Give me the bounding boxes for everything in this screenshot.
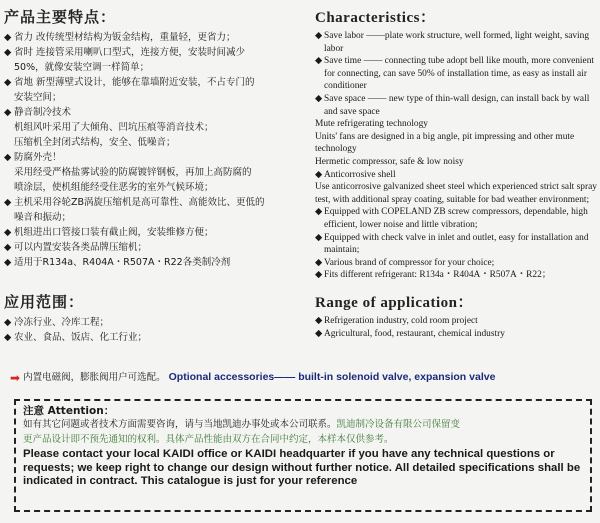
features-cn-section [4, 6, 302, 270]
diamond-bullet-icon: ◆ [4, 227, 12, 238]
diamond-bullet-icon: ◆ [315, 232, 323, 243]
diamond-bullet-icon: ◆ [4, 257, 12, 268]
feature-cn-text: 适用于R134a、R404A・R507A・R22各类制冷剂 [14, 257, 231, 268]
diamond-bullet-icon: ◆ [4, 242, 12, 253]
diamond-bullet-icon: ◆ [4, 107, 12, 118]
feature-en-item [315, 206, 597, 231]
attention-en-text: Please contact your local KAIDI office or KAIDI headquarter if you have any technical questions or requests; we keep right to change our design without further notice. All detailed specifications shall be indicated in contract. This catalogue is just for your reference [23, 448, 581, 488]
feature-cn-line [4, 165, 302, 180]
feature-en-item [315, 169, 597, 182]
feature-en-item [315, 131, 597, 156]
feature-en-text: Various brand of compressor for your choice; [324, 257, 495, 268]
diamond-bullet-icon: ◆ [4, 152, 12, 163]
application-en-list [315, 315, 597, 340]
attention-title: 注意 Attention： [23, 405, 115, 417]
attention-cn-text [23, 418, 583, 447]
feature-cn-text: 省时 连接管采用喇叭口型式，连接方便，安装时间减少 [14, 47, 246, 58]
feature-en-text: Mute refrigerating technology [315, 119, 428, 130]
feature-cn-text: 防腐外壳！ [14, 152, 62, 163]
diamond-bullet-icon: ◆ [4, 332, 12, 343]
application-en-item-text: Agricultural, food, restaurant, chemical industry [324, 328, 505, 339]
feature-en-text: Save time —— connecting tube adopt bell like mouth, more convenient for connecting, can save 50% of installation time, as easy as install air conditioner [324, 56, 594, 92]
diamond-bullet-icon: ◆ [315, 207, 323, 218]
features-en-list [315, 30, 597, 282]
application-en-section [315, 291, 597, 340]
feature-en-text: Units' fans are designed in a big angle, pit impressing and other mute technology [315, 131, 575, 155]
feature-cn-line [4, 150, 302, 165]
optional-en: Optional accessories—— built-in solenoid valve, expansion valve [168, 371, 496, 383]
diamond-bullet-icon: ◆ [315, 169, 323, 180]
feature-en-item [315, 156, 597, 169]
feature-en-item [315, 93, 597, 118]
feature-cn-text: 50%，就像安装空调一样简单； [14, 62, 150, 73]
diamond-bullet-icon: ◆ [4, 197, 12, 208]
feature-cn-text: 静音制冷技术 [14, 107, 72, 118]
feature-cn-text: 省地 新型薄壁式设计，能够在靠墙附近安装，不占专门的 [14, 77, 255, 88]
feature-cn-text: 可以内置安装各类品牌压缩机； [14, 242, 148, 253]
application-cn-title: 应用范围： [4, 293, 85, 311]
feature-en-text: Save labor ——plate work structure, well formed, light weight, saving labor [324, 31, 590, 54]
diamond-bullet-icon: ◆ [315, 31, 323, 41]
attention-cn-rights-2: 更产品设计即不预先通知的权利。具体产品性能由双方在合同中约定，本样本仅供参考。 [23, 433, 394, 445]
feature-cn-line [4, 60, 302, 75]
feature-cn-line [4, 210, 302, 225]
feature-cn-line [4, 135, 302, 150]
feature-cn-line [4, 225, 302, 240]
application-cn-item [4, 330, 302, 345]
application-cn-list [4, 315, 302, 345]
feature-en-text: Anticorrosive shell [324, 169, 396, 180]
feature-cn-line [4, 195, 302, 210]
features-en-section [315, 6, 597, 282]
feature-cn-text: 压缩机全封闭式结构，安全、低噪音； [14, 137, 176, 148]
arrow-right-icon: ➡ [10, 370, 21, 385]
diamond-bullet-icon: ◆ [315, 93, 323, 104]
diamond-bullet-icon: ◆ [4, 77, 12, 88]
feature-en-item [315, 118, 597, 131]
feature-cn-text: 噪音和振动； [14, 212, 72, 223]
diamond-bullet-icon: ◆ [315, 270, 323, 281]
application-cn-section [4, 291, 302, 345]
features-en-title: Characteristics： [315, 10, 436, 26]
feature-en-text: Hermetic compressor, safe & low noisy [315, 156, 464, 167]
feature-en-text: Equipped with COPELAND ZB screw compressors, dependable, high efficient, lower noise and little vibration; [324, 207, 588, 230]
feature-cn-text: 采用经受严格盐雾试验的防腐镀锌钢板，再加上高防腐的 [14, 167, 252, 178]
diamond-bullet-icon: ◆ [4, 317, 12, 328]
feature-cn-line [4, 90, 302, 105]
attention-cn-contact: 如有其它问题或者技术方面需要咨询，请与当地凯迪办事处或本公司联系。 [23, 419, 337, 430]
application-cn-item-text: 冷冻行业、冷库工程； [14, 317, 110, 328]
diamond-bullet-icon: ◆ [315, 56, 323, 67]
feature-en-item [315, 257, 597, 270]
feature-en-item [315, 269, 597, 282]
feature-cn-line [4, 240, 302, 255]
optional-accessories [10, 369, 595, 385]
diamond-bullet-icon: ◆ [315, 257, 323, 268]
feature-cn-line [4, 105, 302, 120]
application-en-item [315, 328, 597, 341]
attention-notice-box [14, 399, 592, 512]
diamond-bullet-icon: ◆ [4, 47, 12, 58]
diamond-bullet-icon: ◆ [315, 328, 323, 339]
feature-en-item [315, 55, 597, 93]
feature-en-text: Equipped with check valve in inlet and outlet, easy for installation and maintain; [324, 232, 589, 256]
application-cn-item [4, 315, 302, 330]
feature-cn-text: 机组风叶采用了大倾角、凹坑压痕等消音技术； [14, 122, 214, 133]
feature-cn-line [4, 75, 302, 90]
feature-cn-text: 安装空间； [14, 92, 62, 103]
feature-en-text: Use anticorrosive galvanized sheet steel which experienced strict salt spray test, with additional spray coating, suitable for bad weather environment; [315, 182, 597, 205]
feature-cn-line [4, 255, 302, 270]
application-en-item [315, 315, 597, 328]
feature-cn-line [4, 30, 302, 45]
application-cn-item-text: 农业、食品、饭店、化工行业； [14, 332, 148, 343]
feature-cn-text: 主机采用谷轮ZB涡旋压缩机是高可靠性、高能效比、更低的 [14, 197, 265, 208]
feature-en-item [315, 232, 597, 257]
feature-en-item [315, 30, 597, 55]
feature-cn-line [4, 180, 302, 195]
feature-cn-text: 喷涂层，使机组能经受住恶劣的室外气候环境； [14, 182, 214, 193]
feature-en-text: Fits different refrigerant: R134a・R404A・R507A・R22； [324, 270, 552, 281]
feature-en-text: Save space —— new type of thin-wall design, can install back by wall and save space [324, 93, 590, 117]
feature-cn-line [4, 45, 302, 60]
diamond-bullet-icon: ◆ [315, 316, 323, 326]
diamond-bullet-icon: ◆ [4, 32, 12, 43]
application-en-item-text: Refrigeration industry, cold room project [324, 316, 478, 326]
feature-cn-text: 机组进出口管接口装有截止阀，安装维修方便； [14, 227, 214, 238]
attention-cn-rights-1: 凯迪制冷设备有限公司保留变 [336, 419, 461, 430]
feature-en-item [315, 181, 597, 206]
feature-cn-line [4, 120, 302, 135]
features-cn-list [4, 30, 302, 270]
optional-cn: 内置电磁阀，膨胀阀用户可选配。 [23, 372, 166, 383]
application-en-title: Range of application： [315, 295, 474, 311]
features-cn-title: 产品主要特点： [4, 8, 117, 26]
feature-cn-text: 省力 改传统型材结构为钣金结构，重量轻，更省力； [14, 32, 236, 43]
